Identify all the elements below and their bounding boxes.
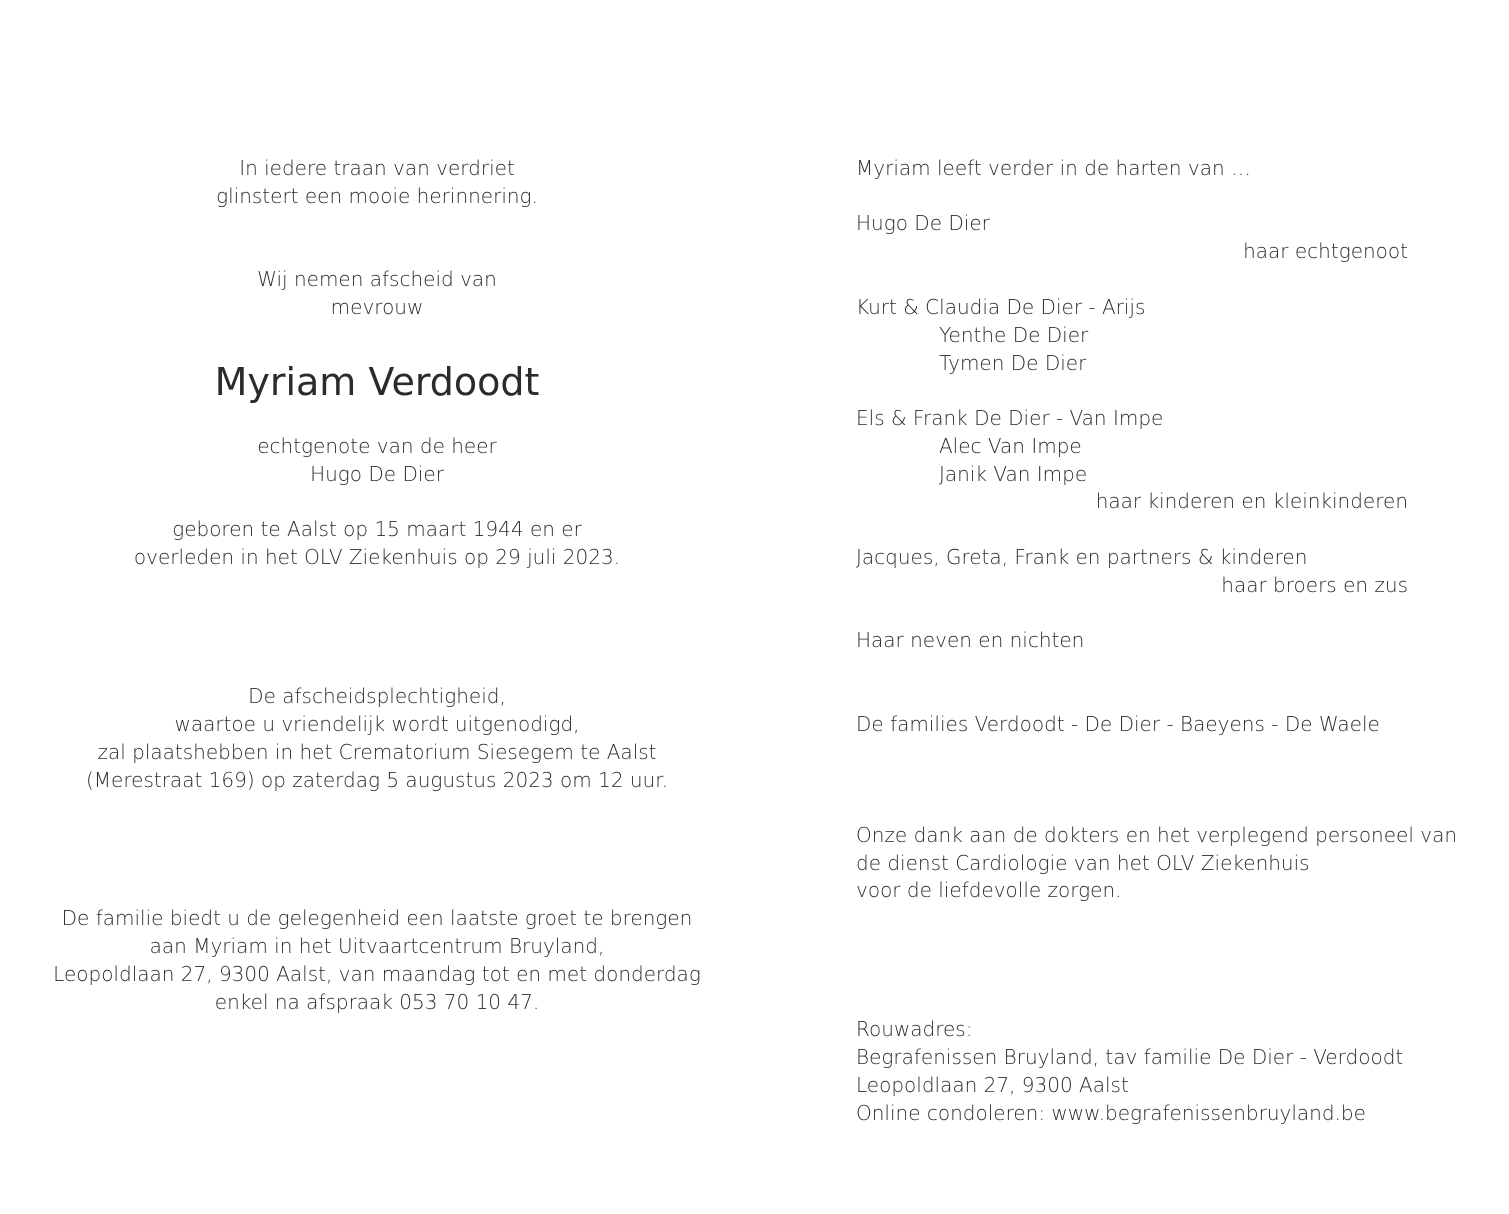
visitation-line-3: Leopoldlaan 27, 9300 Aalst, van maandag tot en met donderdag (53, 962, 701, 986)
thanks-line-2: de dienst Cardiologie van het OLV Ziekenhuis (856, 851, 1310, 875)
visitation-line-2: aan Myriam in het Uitvaartcentrum Bruyland, (149, 934, 605, 958)
family1-child-1: Yenthe De Dier (939, 323, 1089, 347)
husband-name: Hugo De Dier (856, 211, 990, 235)
ceremony-line-4: (Merestraat 169) op zaterdag 5 augustus 2023 om 12 uur. (86, 768, 668, 792)
address-line-2: Leopoldlaan 27, 9300 Aalst (856, 1073, 1129, 1097)
family2-child-1: Alec Van Impe (939, 434, 1082, 458)
family1-child-2: Tymen De Dier (939, 351, 1087, 375)
visitation-line-1: De familie biedt u de gelegenheid een laatste groet te brengen (61, 906, 693, 930)
spouse-line-2: Hugo De Dier (310, 462, 444, 486)
family2-child-2: Janik Van Impe (939, 462, 1088, 486)
family2-name: Els & Frank De Dier - Van Impe (856, 406, 1164, 430)
siblings-names: Jacques, Greta, Frank en partners & kinderen (856, 545, 1308, 569)
siblings-role: haar broers en zus (1221, 573, 1408, 597)
family1-name: Kurt & Claudia De Dier - Arijs (856, 295, 1146, 319)
death-line: overleden in het OLV Ziekenhuis op 29 juli 2023. (133, 545, 621, 569)
family-heading: Myriam leeft verder in de harten van … (856, 156, 1252, 180)
address-line-1: Begrafenissen Bruyland, tav familie De Dier - Verdoodt (856, 1045, 1404, 1069)
thanks-line-1: Onze dank aan de dokters en het verplegend personeel van (856, 823, 1458, 847)
visitation-line-4: enkel na afspraak 053 70 10 47. (214, 990, 540, 1014)
online-condolence-line: Online condoleren: www.begrafenissenbruyland.be (856, 1101, 1366, 1125)
intro-line-1: Wij nemen afscheid van (257, 267, 497, 291)
children-role: haar kinderen en kleinkinderen (1095, 489, 1408, 513)
ceremony-line-1: De afscheidsplechtigheid, (248, 684, 506, 708)
deceased-name: Myriam Verdoodt (214, 360, 540, 404)
ceremony-line-3: zal plaatshebben in het Crematorium Siesegem te Aalst (97, 740, 657, 764)
birth-line: geboren te Aalst op 15 maart 1944 en er (172, 517, 582, 541)
quote-line-2: glinstert een mooie herinnering. (216, 184, 538, 208)
address-label: Rouwadres: (856, 1017, 973, 1041)
quote-line-1: In iedere traan van verdriet (239, 156, 515, 180)
ceremony-line-2: waartoe u vriendelijk wordt uitgenodigd, (174, 712, 580, 736)
husband-role: haar echtgenoot (1243, 239, 1408, 263)
cousins-line: Haar neven en nichten (856, 628, 1085, 652)
spouse-line-1: echtgenote van de heer (257, 434, 497, 458)
thanks-line-3: voor de liefdevolle zorgen. (856, 878, 1122, 902)
intro-line-2: mevrouw (330, 295, 424, 319)
families-line: De families Verdoodt - De Dier - Baeyens - De Waele (856, 712, 1380, 736)
